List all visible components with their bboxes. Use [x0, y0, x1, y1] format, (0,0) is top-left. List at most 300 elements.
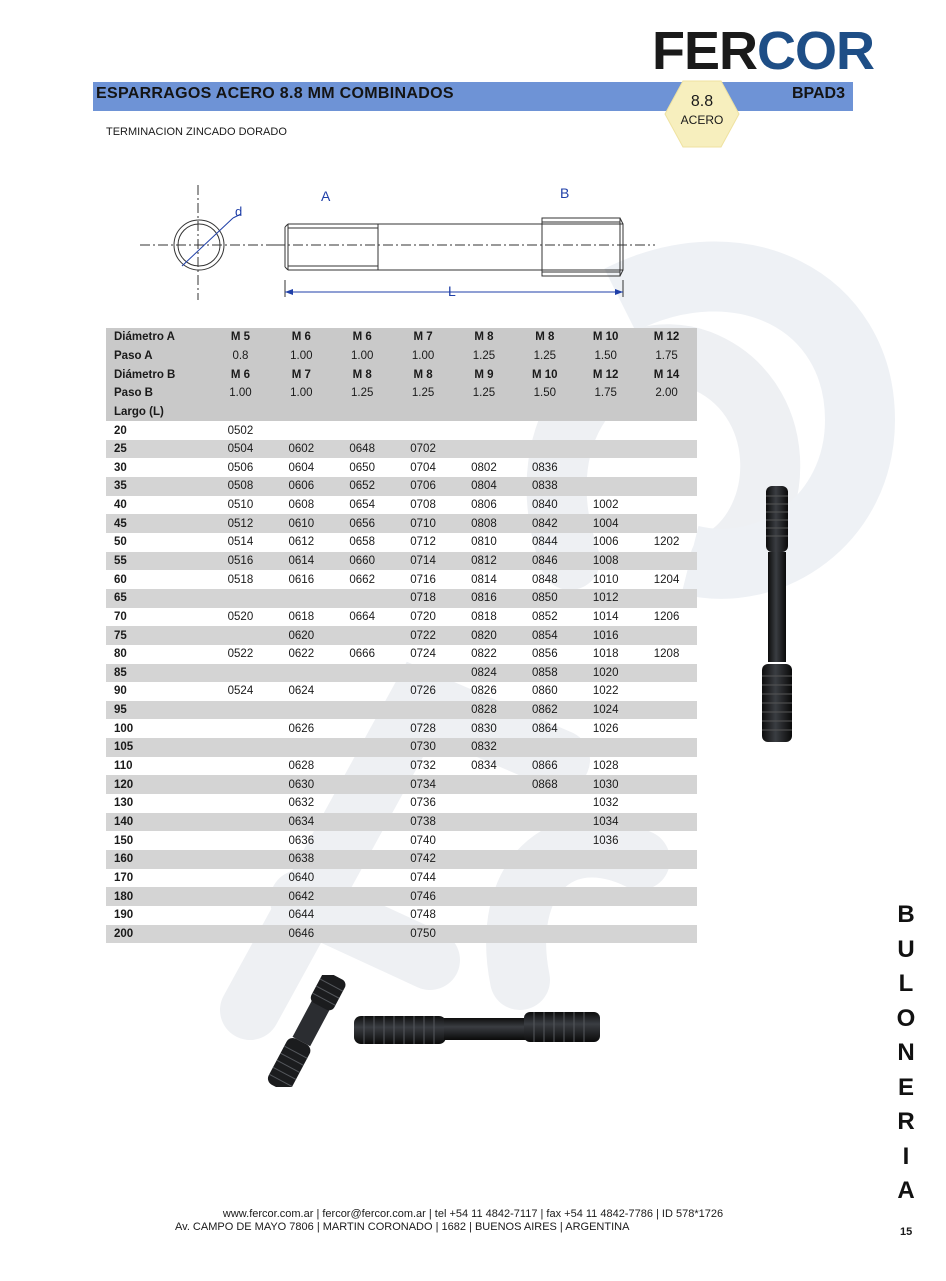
code-cell: 1010 [592, 573, 619, 586]
header-cell: 1.75 [636, 347, 697, 366]
code-cell: 0604 [288, 461, 315, 474]
header-cell: M 7 [271, 365, 332, 384]
code-cell [575, 458, 636, 477]
product-code: BPAD3 [791, 85, 845, 102]
length-cell: 95 [106, 701, 210, 720]
code-cell [454, 440, 515, 459]
header-cell: M 6 [210, 365, 271, 384]
code-cell: 0630 [271, 775, 332, 794]
code-cell [332, 887, 393, 906]
header-cell: 1.25 [454, 384, 515, 403]
length-cell: 65 [106, 589, 210, 608]
code-cell [210, 775, 271, 794]
row-label: Diámetro B [106, 365, 210, 384]
code-cell [514, 794, 575, 813]
code-cell: 0838 [514, 477, 575, 496]
code-cell [332, 701, 393, 720]
length-cell: 25 [106, 440, 210, 459]
code-cell [514, 869, 575, 888]
code-cell: 0614 [271, 552, 332, 571]
code-cell: 1024 [575, 701, 636, 720]
header-cell: M 5 [210, 328, 271, 347]
header-cell: M 14 [636, 365, 697, 384]
code-cell [636, 421, 697, 440]
length-cell: 190 [114, 909, 134, 922]
code-cell [636, 719, 697, 738]
code-cell: 1034 [575, 813, 636, 832]
code-cell: 1208 [653, 648, 680, 661]
code-cell: 0708 [410, 499, 436, 512]
code-cell: 0834 [471, 760, 497, 773]
code-cell [636, 887, 697, 906]
code-cell: 0724 [410, 648, 436, 661]
code-cell: 0660 [332, 552, 393, 571]
side-label-letter: L [898, 970, 914, 997]
code-cell: 0808 [454, 514, 515, 533]
stud-technical-drawing [135, 180, 665, 300]
code-cell: 0516 [210, 552, 271, 571]
row-label: Paso B [106, 384, 210, 403]
length-cell: 30 [114, 461, 127, 474]
table-row [106, 775, 697, 794]
code-cell: 0656 [332, 514, 393, 533]
header-cell-empty [454, 403, 515, 422]
header-cell-empty [636, 403, 697, 422]
code-cell [210, 813, 271, 832]
code-cell [636, 906, 697, 925]
side-label-letter: E [897, 1073, 914, 1101]
length-cell: 180 [106, 887, 210, 906]
table-row [106, 440, 697, 459]
table-row [106, 608, 697, 627]
code-cell: 0658 [349, 536, 375, 549]
code-cell [636, 775, 697, 794]
table-row [106, 626, 697, 645]
code-cell: 0832 [454, 738, 515, 757]
code-cell: 0638 [271, 850, 332, 869]
length-cell: 140 [106, 813, 210, 832]
table-row [106, 421, 697, 440]
side-label-letter: A [897, 1177, 915, 1204]
length-cell: 20 [114, 424, 127, 437]
code-cell: 0720 [410, 610, 436, 623]
code-cell: 0504 [210, 440, 271, 459]
code-cell [332, 775, 393, 794]
code-cell [210, 719, 271, 738]
code-cell: 0610 [271, 514, 332, 533]
code-cell [454, 887, 515, 906]
length-cell: 45 [106, 514, 210, 533]
drawing-label-l: L [448, 283, 456, 299]
code-cell [636, 552, 697, 571]
header-cell-empty [514, 403, 575, 422]
code-cell: 0812 [454, 552, 515, 571]
header-cell: M 10 [514, 365, 575, 384]
code-cell: 0836 [532, 461, 558, 474]
code-cell: 0702 [393, 440, 454, 459]
drawing-label-a: A [321, 188, 331, 204]
code-cell [332, 738, 393, 757]
header-cell: 1.00 [332, 347, 393, 366]
code-cell: 0860 [532, 685, 558, 698]
code-cell: 0844 [532, 536, 558, 549]
code-cell [636, 831, 697, 850]
code-cell [575, 906, 636, 925]
code-cell: 0730 [393, 738, 454, 757]
length-cell: 90 [114, 685, 127, 698]
code-cell [636, 757, 697, 776]
code-cell [514, 850, 575, 869]
code-cell: 0728 [410, 722, 436, 735]
code-cell [332, 626, 393, 645]
header-cell: 0.8 [210, 347, 271, 366]
code-cell [514, 813, 575, 832]
code-cell: 0852 [532, 610, 558, 623]
length-cell: 80 [114, 648, 127, 661]
code-cell [332, 906, 393, 925]
code-cell [393, 421, 454, 440]
table-header-row [106, 328, 697, 347]
code-cell: 0740 [410, 834, 436, 847]
code-cell [575, 850, 636, 869]
code-cell [514, 906, 575, 925]
code-cell: 0646 [271, 925, 332, 944]
code-cell: 0642 [271, 887, 332, 906]
header-cell: 1.75 [575, 384, 636, 403]
code-cell: 0842 [514, 514, 575, 533]
length-cell: 60 [114, 573, 127, 586]
row-label: Paso A [106, 347, 210, 366]
length-cell: 150 [114, 834, 134, 847]
code-cell: 0664 [349, 610, 375, 623]
code-cell [210, 664, 271, 683]
length-cell: 130 [114, 797, 134, 810]
header-cell: 1.25 [393, 384, 454, 403]
code-cell: 0666 [349, 648, 375, 661]
page-number: 15 [900, 1226, 913, 1238]
side-label-letter: O [896, 1004, 916, 1032]
code-cell [454, 925, 515, 944]
code-cell: 0718 [393, 589, 454, 608]
code-cell: 1012 [575, 589, 636, 608]
code-cell: 1206 [653, 610, 680, 623]
length-cell: 160 [106, 850, 210, 869]
header-cell-empty [210, 403, 271, 422]
code-cell: 1022 [592, 685, 619, 698]
code-cell [271, 664, 332, 683]
header-cell: M 6 [271, 328, 332, 347]
code-cell [332, 421, 393, 440]
code-cell [636, 440, 697, 459]
code-cell [332, 794, 393, 813]
code-cell: 0866 [532, 760, 558, 773]
code-cell: 0734 [393, 775, 454, 794]
code-cell [636, 794, 697, 813]
side-label-letter: B [897, 901, 915, 928]
code-cell [575, 887, 636, 906]
code-cell: 0652 [332, 477, 393, 496]
code-cell: 0814 [471, 573, 497, 586]
code-cell: 0618 [288, 610, 315, 623]
code-cell: 0738 [393, 813, 454, 832]
table-header-row [106, 347, 697, 366]
header-cell: 1.25 [514, 347, 575, 366]
code-cell [636, 701, 697, 720]
code-cell [514, 831, 575, 850]
finish-subtitle: TERMINACION ZINCADO DORADO [106, 126, 287, 138]
code-cell: 0736 [410, 797, 436, 810]
code-cell: 1008 [575, 552, 636, 571]
code-cell [454, 831, 515, 850]
header-cell: M 8 [332, 365, 393, 384]
code-cell: 0634 [271, 813, 332, 832]
code-cell: 1204 [653, 573, 680, 586]
code-cell [210, 589, 271, 608]
code-cell: 0522 [227, 648, 254, 661]
side-label-letter: I [902, 1142, 910, 1170]
code-cell [636, 925, 697, 944]
header-cell: M 9 [454, 365, 515, 384]
code-cell [271, 701, 332, 720]
header-cell-empty [271, 403, 332, 422]
table-row [106, 831, 697, 850]
table-header-row [106, 365, 697, 384]
header-cell: 1.00 [393, 347, 454, 366]
code-cell [514, 421, 575, 440]
code-cell [636, 813, 697, 832]
code-cell [332, 869, 393, 888]
header-cell-empty [332, 403, 393, 422]
code-cell [393, 701, 454, 720]
code-cell: 0524 [227, 685, 254, 698]
code-cell: 0706 [393, 477, 454, 496]
code-cell: 0502 [227, 424, 254, 437]
header-cell: M 8 [514, 328, 575, 347]
code-cell: 0512 [210, 514, 271, 533]
table-row [106, 552, 697, 571]
table-row [106, 794, 697, 813]
code-cell: 1202 [653, 536, 680, 549]
page-title: ESPARRAGOS ACERO 8.8 MM COMBINADOS [96, 85, 454, 102]
header-cell: 1.50 [514, 384, 575, 403]
code-cell: 0856 [532, 648, 558, 661]
code-cell [636, 850, 697, 869]
section-side-label [893, 898, 919, 1209]
code-cell: 1004 [575, 514, 636, 533]
length-cell: 50 [114, 536, 127, 549]
header-cell: M 10 [575, 328, 636, 347]
drawing-label-d: d [235, 204, 243, 219]
code-cell [332, 664, 393, 683]
footer-contact-text: www.fercor.com.ar | fercor@fercor.com.ar | tel +54 11 4842-7117 | fax +54 11 4842-7786 | ID 578*1726 [222, 1208, 724, 1220]
code-cell [636, 477, 697, 496]
code-cell [210, 887, 271, 906]
code-cell: 0624 [288, 685, 315, 698]
logo-text-fer: FER [652, 21, 757, 81]
code-cell [210, 906, 271, 925]
code-cell: 0632 [288, 797, 315, 810]
code-cell [514, 440, 575, 459]
code-cell [271, 421, 332, 440]
code-cell: 0848 [532, 573, 558, 586]
code-cell [636, 869, 697, 888]
code-cell: 0662 [349, 573, 375, 586]
code-cell [514, 738, 575, 757]
code-cell: 0654 [349, 499, 375, 512]
code-cell: 0612 [288, 536, 315, 549]
code-cell: 0704 [410, 461, 436, 474]
code-cell [636, 626, 697, 645]
row-label: Diámetro A [106, 328, 210, 347]
code-cell [332, 757, 393, 776]
table-row [106, 906, 697, 925]
table-row [106, 496, 697, 515]
specification-table [106, 328, 697, 943]
code-cell [636, 458, 697, 477]
code-cell: 0828 [454, 701, 515, 720]
code-cell: 0864 [532, 722, 558, 735]
code-cell: 0830 [471, 722, 497, 735]
code-cell [575, 440, 636, 459]
grade-value: 8.8 [690, 93, 714, 110]
code-cell: 0862 [514, 701, 575, 720]
code-cell: 0824 [454, 664, 515, 683]
table-row [106, 757, 697, 776]
code-cell: 1030 [575, 775, 636, 794]
code-cell: 0716 [410, 573, 436, 586]
code-cell: 1006 [592, 536, 619, 549]
code-cell: 0750 [393, 925, 454, 944]
code-cell: 0620 [271, 626, 332, 645]
code-cell: 0748 [410, 909, 436, 922]
code-cell [575, 925, 636, 944]
code-cell [332, 719, 393, 738]
table-row [106, 589, 697, 608]
code-cell [575, 869, 636, 888]
code-cell [210, 626, 271, 645]
code-cell [636, 682, 697, 701]
table-row [106, 477, 697, 496]
side-label-letter: R [897, 1108, 915, 1135]
code-cell: 0858 [514, 664, 575, 683]
code-cell: 0506 [227, 461, 254, 474]
code-cell [636, 738, 697, 757]
footer-contact [0, 1208, 946, 1220]
code-cell [332, 850, 393, 869]
code-cell: 1036 [592, 834, 619, 847]
code-cell: 1020 [575, 664, 636, 683]
length-cell: 170 [114, 871, 134, 884]
code-cell [271, 738, 332, 757]
code-cell: 0520 [227, 610, 254, 623]
code-cell [210, 850, 271, 869]
length-cell: 55 [106, 552, 210, 571]
header-cell: 1.25 [332, 384, 393, 403]
table-row [106, 664, 697, 683]
code-cell: 0840 [532, 499, 558, 512]
code-cell [454, 421, 515, 440]
code-cell [332, 831, 393, 850]
code-cell: 1016 [575, 626, 636, 645]
code-cell: 0712 [410, 536, 436, 549]
header-cell: 1.00 [271, 347, 332, 366]
code-cell: 0508 [210, 477, 271, 496]
length-cell: 100 [114, 722, 134, 735]
table-row [106, 458, 697, 477]
code-cell [332, 589, 393, 608]
grade-material: ACERO [680, 113, 724, 127]
code-cell: 0726 [410, 685, 436, 698]
code-cell: 0510 [227, 499, 254, 512]
largo-label: Largo (L) [106, 403, 210, 422]
code-cell: 0616 [288, 573, 315, 586]
length-cell: 200 [106, 925, 210, 944]
code-cell [210, 925, 271, 944]
code-cell: 0850 [514, 589, 575, 608]
header-cell: 1.00 [210, 384, 271, 403]
header-cell: M 6 [332, 328, 393, 347]
code-cell: 0602 [271, 440, 332, 459]
brand-logo [652, 21, 874, 81]
header-cell: M 7 [393, 328, 454, 347]
code-cell [514, 887, 575, 906]
length-cell: 75 [106, 626, 210, 645]
code-cell: 0710 [393, 514, 454, 533]
header-cell: 1.50 [575, 347, 636, 366]
code-cell [210, 738, 271, 757]
header-cell: 2.00 [636, 384, 697, 403]
code-cell: 1014 [592, 610, 619, 623]
code-cell: 0806 [471, 499, 497, 512]
length-cell: 105 [106, 738, 210, 757]
table-row [106, 645, 697, 664]
code-cell [636, 496, 697, 515]
code-cell [454, 813, 515, 832]
length-cell: 70 [114, 610, 127, 623]
table-row [106, 701, 697, 720]
code-cell: 0628 [288, 760, 315, 773]
code-cell [210, 794, 271, 813]
code-cell [332, 925, 393, 944]
stud-bolt-photo-diagonal [252, 975, 362, 1087]
code-cell: 0816 [454, 589, 515, 608]
code-cell: 1032 [592, 797, 619, 810]
length-cell: 120 [106, 775, 210, 794]
stud-bolt-photo-vertical [752, 482, 802, 746]
code-cell [454, 850, 515, 869]
table-row [106, 719, 697, 738]
code-cell [636, 589, 697, 608]
code-cell [210, 757, 271, 776]
code-cell: 0822 [471, 648, 497, 661]
logo-text-cor: COR [757, 21, 874, 81]
code-cell: 0640 [288, 871, 315, 884]
code-cell [575, 421, 636, 440]
code-cell: 1018 [592, 648, 619, 661]
stud-bolt-photo-horizontal [352, 1008, 602, 1048]
table-row [106, 850, 697, 869]
code-cell: 0802 [471, 461, 497, 474]
table-row [106, 682, 697, 701]
code-cell: 0742 [393, 850, 454, 869]
code-cell: 0722 [393, 626, 454, 645]
table-row [106, 738, 697, 757]
code-cell: 0606 [271, 477, 332, 496]
code-cell: 0826 [471, 685, 497, 698]
side-label-letter: N [897, 1039, 915, 1066]
code-cell [454, 906, 515, 925]
code-cell: 0732 [410, 760, 436, 773]
